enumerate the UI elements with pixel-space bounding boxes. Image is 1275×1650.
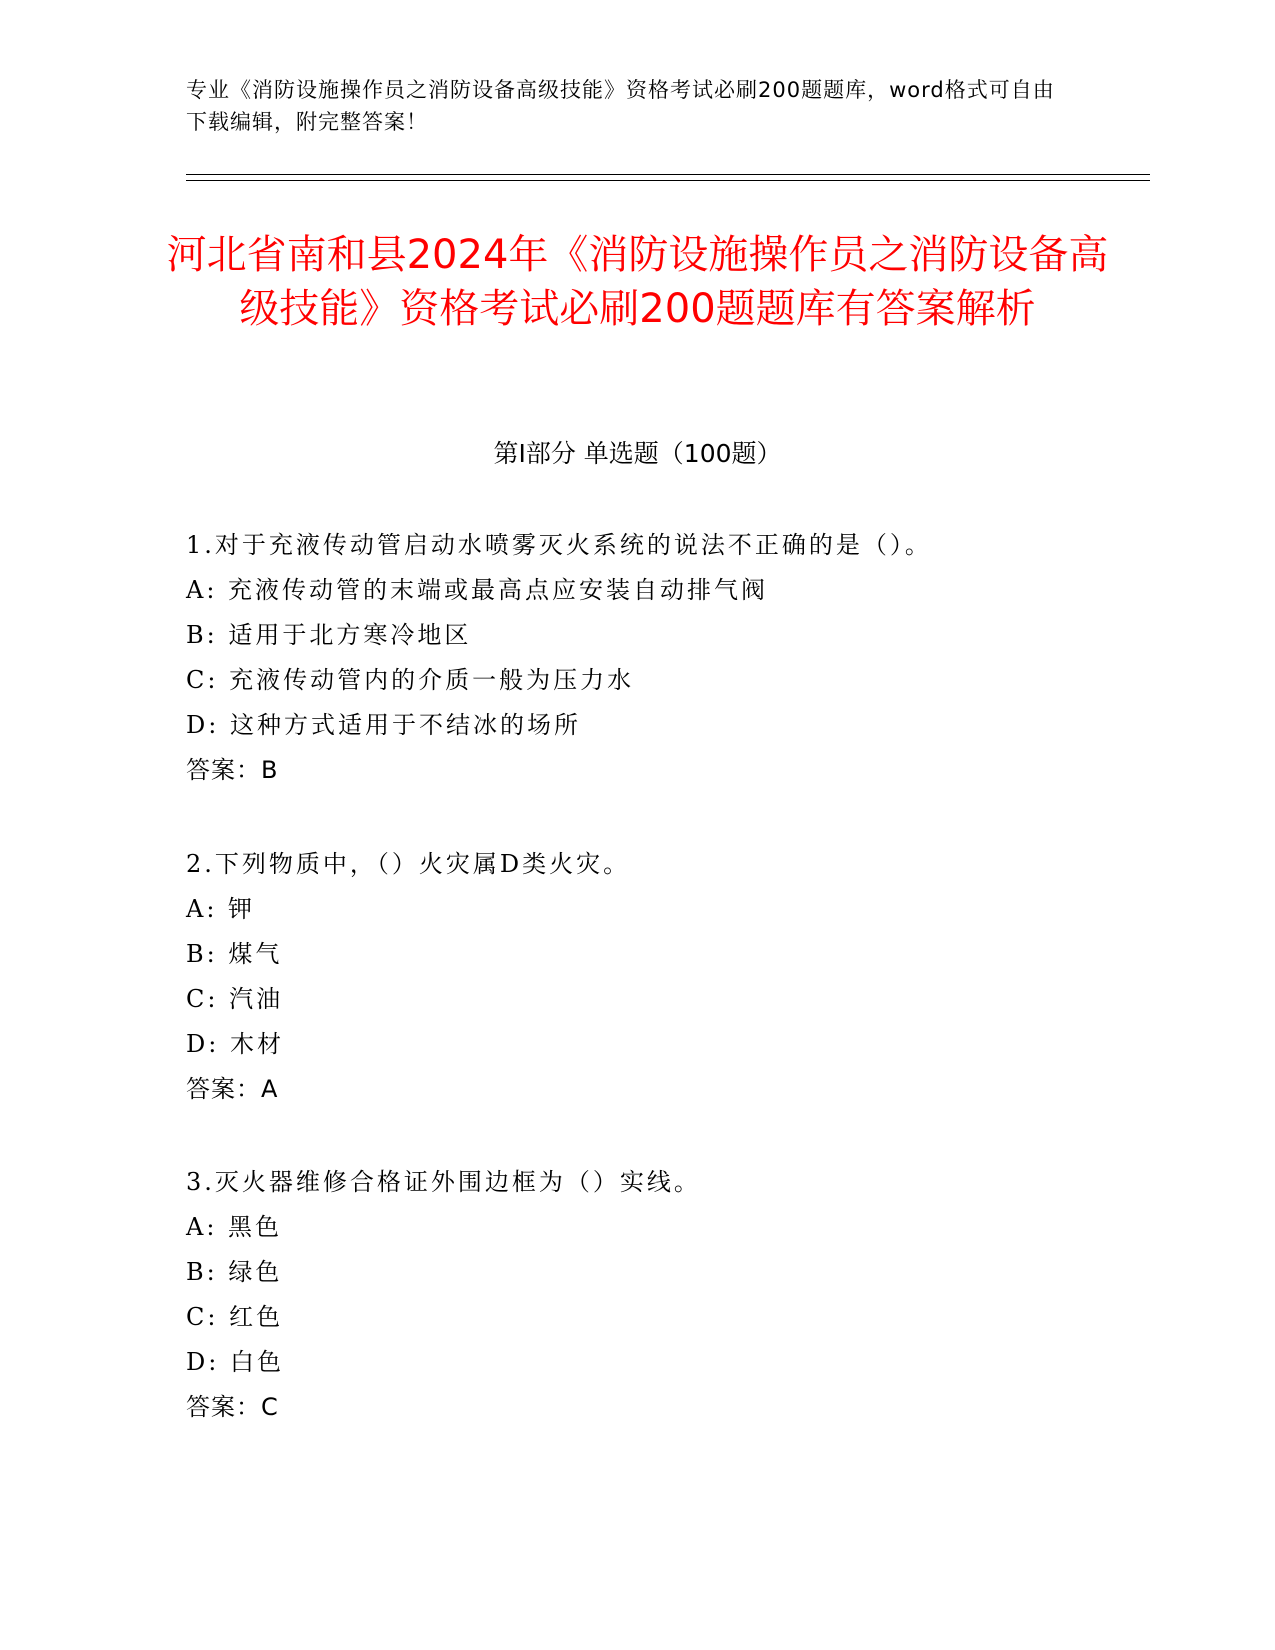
question-block — [186, 523, 1086, 793]
question-stem: 1.对于充液传动管启动水喷雾灭火系统的说法不正确的是（）。 — [186, 531, 932, 559]
answer-line: 答案：B — [186, 756, 279, 784]
option-c: C: 汽油 — [186, 985, 284, 1013]
header-rule-top — [186, 174, 1150, 175]
question-block — [186, 1160, 1086, 1430]
option-a: A: 充液传动管的末端或最高点应安装自动排气阀 — [186, 576, 769, 604]
option-d: D: 这种方式适用于不结冰的场所 — [186, 711, 581, 739]
option-b: B: 煤气 — [186, 940, 283, 968]
question-stem: 3.灭火器维修合格证外围边框为（）实线。 — [186, 1168, 701, 1196]
section-title: 第Ⅰ部分 单选题（100题） — [493, 439, 782, 468]
option-b: B: 适用于北方寒冷地区 — [186, 621, 472, 649]
option-d: D: 木材 — [186, 1030, 284, 1058]
option-c: C: 充液传动管内的介质一般为压力水 — [186, 666, 635, 694]
question-block — [186, 842, 1086, 1112]
option-d: D: 白色 — [186, 1348, 284, 1376]
option-b: B: 绿色 — [186, 1258, 283, 1286]
document-title: 河北省南和县2024年《消防设施操作员之消防设备高级技能》资格考试必刷200题题库有答案解析 — [166, 232, 1109, 332]
header-rule-bottom — [186, 180, 1150, 181]
option-a: A: 黑色 — [186, 1213, 283, 1241]
option-c: C: 红色 — [186, 1303, 284, 1331]
answer-line: 答案：A — [186, 1075, 279, 1103]
header-note: 专业《消防设施操作员之消防设备高级技能》资格考试必刷200题题库，word格式可自由下载编辑，附完整答案！ — [186, 78, 1055, 134]
question-stem: 2.下列物质中，（）火灾属D类火灾。 — [186, 850, 631, 878]
answer-line: 答案：C — [186, 1393, 279, 1421]
option-a: A: 钾 — [186, 895, 256, 923]
